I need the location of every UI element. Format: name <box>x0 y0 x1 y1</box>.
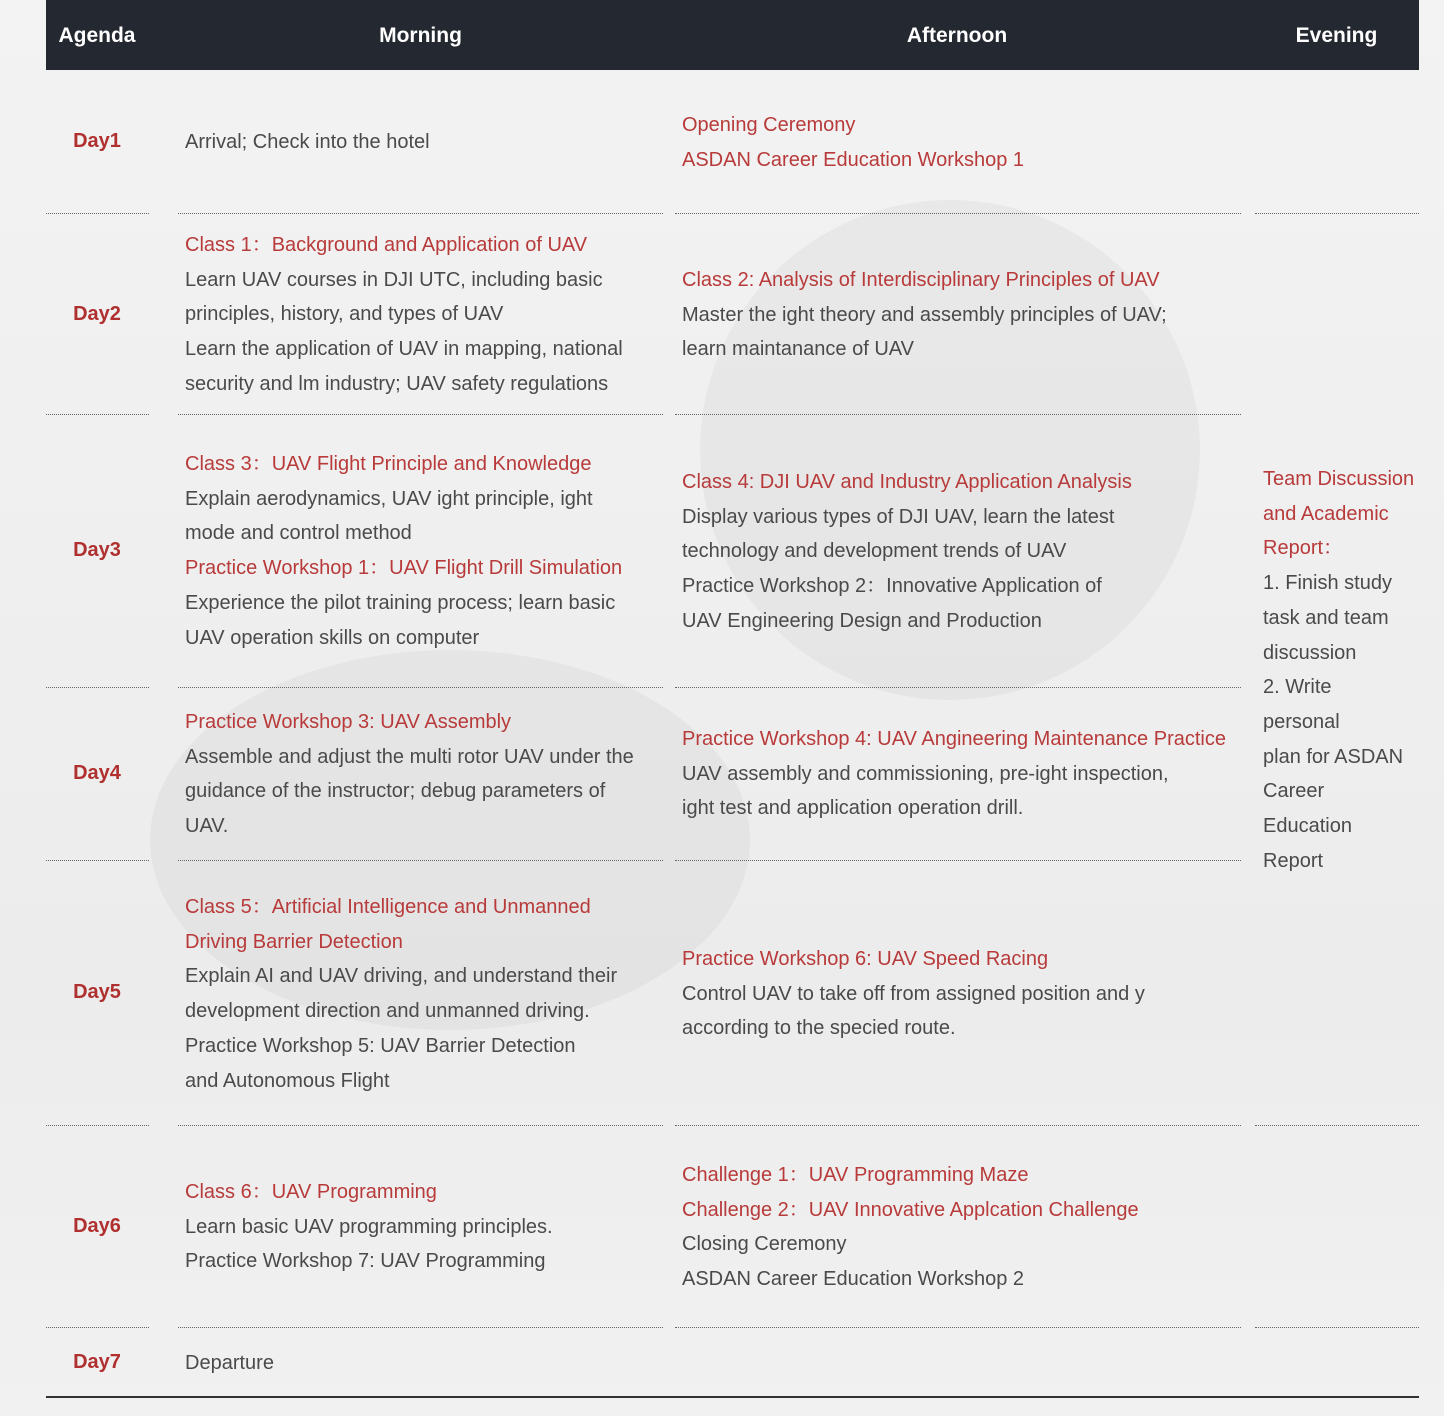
row-divider <box>1255 213 1419 214</box>
afternoon-cell-line: Practice Workshop 4: UAV Angineering Maintenance Practice <box>682 728 1226 750</box>
row-divider <box>178 213 663 214</box>
afternoon-cell <box>682 465 1132 639</box>
afternoon-cell-line: Practice Workshop 2：Innovative Application of <box>682 575 1102 598</box>
afternoon-cell <box>682 263 1167 367</box>
day-label: Day5 <box>73 981 121 1003</box>
morning-cell-line: security and lm industry; UAV safety regulations <box>185 372 609 395</box>
row-divider <box>46 687 149 688</box>
day-label: Day7 <box>73 1351 121 1373</box>
afternoon-cell-line: Challenge 2：UAV Innovative Applcation Challenge <box>682 1198 1139 1221</box>
morning-cell <box>185 1346 274 1381</box>
morning-cell-line: Explain aerodynamics, UAV ight principle, ight <box>185 487 593 510</box>
morning-cell <box>185 447 622 655</box>
morning-cell-line: Learn basic UAV programming principles. <box>185 1215 553 1238</box>
morning-cell-line: guidance of the instructor; debug parameters of <box>185 780 606 803</box>
morning-cell-line: UAV. <box>185 815 229 838</box>
afternoon-cell-line: technology and development trends of UAV <box>682 540 1067 563</box>
day-label: Day3 <box>73 539 121 561</box>
header-morning: Morning <box>379 24 462 47</box>
header-evening: Evening <box>1295 24 1378 47</box>
morning-cell <box>185 890 617 1098</box>
afternoon-cell <box>682 108 1024 177</box>
row-divider <box>675 860 1241 861</box>
evening-cell-line: discussion <box>1263 641 1357 664</box>
row-divider <box>178 1125 663 1126</box>
row-divider <box>675 1327 1241 1328</box>
row-divider <box>1255 1327 1419 1328</box>
afternoon-cell-line: Challenge 1：UAV Programming Maze <box>682 1164 1029 1186</box>
evening-cell-line: and Academic <box>1263 502 1389 525</box>
row-divider <box>46 1125 149 1126</box>
morning-cell-line: Practice Workshop 5: UAV Barrier Detection <box>185 1034 576 1057</box>
day-label: Day2 <box>73 303 121 325</box>
evening-cell-line: 1. Finish study <box>1263 572 1392 595</box>
row-divider <box>675 1125 1241 1126</box>
morning-cell-line: development direction and unmanned driving. <box>185 1000 590 1023</box>
morning-cell-line: principles, history, and types of UAV <box>185 303 504 326</box>
afternoon-cell-line: ASDAN Career Education Workshop 1 <box>682 148 1025 171</box>
header-afternoon: Afternoon <box>906 24 1008 47</box>
afternoon-cell-line: ASDAN Career Education Workshop 2 <box>682 1268 1025 1291</box>
row-divider <box>178 1327 663 1328</box>
row-divider <box>46 860 149 861</box>
afternoon-cell <box>682 722 1226 826</box>
row-divider <box>46 213 149 214</box>
evening-cell-line: Career <box>1263 780 1325 803</box>
evening-cell-line: plan for ASDAN <box>1263 745 1404 768</box>
morning-cell-line: Experience the pilot training process; learn basic <box>185 591 616 614</box>
morning-cell-line: UAV operation skills on computer <box>185 626 480 649</box>
header-agenda: Agenda <box>58 24 136 47</box>
day-label: Day1 <box>73 130 121 152</box>
row-divider <box>46 414 149 415</box>
evening-cell-line: Report <box>1263 849 1324 872</box>
morning-cell-line: Class 6：UAV Programming <box>185 1181 437 1203</box>
row-divider <box>178 860 663 861</box>
afternoon-cell-line: Display various types of DJI UAV, learn the latest <box>682 505 1115 528</box>
morning-cell-line: Practice Workshop 7: UAV Programming <box>185 1250 546 1273</box>
morning-cell-line: Explain AI and UAV driving, and understand their <box>185 965 618 988</box>
day-label: Day6 <box>73 1215 121 1237</box>
afternoon-cell <box>682 1158 1139 1297</box>
afternoon-cell-line: Closing Ceremony <box>682 1233 847 1256</box>
afternoon-cell <box>682 942 1145 1046</box>
morning-cell-line: Class 3：UAV Flight Principle and Knowledge <box>185 453 592 475</box>
afternoon-cell-line: Control UAV to take off from assigned position and y <box>682 982 1145 1005</box>
afternoon-cell-line: Practice Workshop 6: UAV Speed Racing <box>682 948 1049 970</box>
morning-cell <box>185 125 430 160</box>
row-divider <box>675 414 1241 415</box>
table-header <box>46 0 1419 70</box>
evening-cell-line: 2. Write <box>1263 676 1332 699</box>
morning-cell-line: Class 5：Artificial Intelligence and Unmanned <box>185 896 591 918</box>
row-divider <box>675 213 1241 214</box>
afternoon-cell-line: according to the specied route. <box>682 1017 956 1040</box>
morning-cell-line: and Autonomous Flight <box>185 1069 390 1092</box>
afternoon-cell-line: UAV Engineering Design and Production <box>682 609 1042 632</box>
morning-cell-line: Practice Workshop 1：UAV Flight Drill Simulation <box>185 557 623 580</box>
morning-cell <box>185 228 623 402</box>
bottom-rule <box>46 1396 1419 1398</box>
afternoon-cell-line: ight test and application operation drill. <box>682 797 1024 820</box>
row-divider <box>46 1327 149 1328</box>
morning-cell-line: Class 1：Background and Application of UAV <box>185 234 588 256</box>
day-label: Day4 <box>73 762 121 784</box>
afternoon-cell-line: learn maintanance of UAV <box>682 338 914 361</box>
morning-cell <box>185 1175 553 1279</box>
morning-cell-line: Practice Workshop 3: UAV Assembly <box>185 711 512 733</box>
row-divider <box>1255 1125 1419 1126</box>
morning-cell-line: Assemble and adjust the multi rotor UAV under the <box>185 745 634 768</box>
afternoon-cell-line: UAV assembly and commissioning, pre-ight inspection, <box>682 762 1169 785</box>
evening-cell-line: personal <box>1263 710 1340 733</box>
afternoon-cell-line: Master the ight theory and assembly principles of UAV; <box>682 303 1167 326</box>
row-divider <box>178 414 663 415</box>
morning-cell-line: Learn UAV courses in DJI UTC, including basic <box>185 268 603 291</box>
evening-cell-line: Education <box>1263 815 1352 838</box>
morning-cell-line: Departure <box>185 1352 274 1374</box>
evening-cell <box>1263 462 1414 878</box>
evening-cell-line: Team Discussion <box>1263 468 1415 490</box>
evening-cell-line: task and team <box>1263 606 1389 629</box>
evening-cell-line: Report： <box>1263 537 1344 560</box>
afternoon-cell-line: Class 2: Analysis of Interdisciplinary Principles of UAV <box>682 269 1160 291</box>
afternoon-cell-line: Opening Ceremony <box>682 114 856 136</box>
row-divider <box>178 687 663 688</box>
morning-cell-line: Arrival; Check into the hotel <box>185 131 430 153</box>
afternoon-cell-line: Class 4: DJI UAV and Industry Application Analysis <box>682 471 1132 493</box>
row-divider <box>675 687 1241 688</box>
morning-cell <box>185 705 634 844</box>
morning-cell-line: mode and control method <box>185 522 412 545</box>
morning-cell-line: Learn the application of UAV in mapping, national <box>185 338 623 361</box>
morning-cell-line: Driving Barrier Detection <box>185 930 403 953</box>
